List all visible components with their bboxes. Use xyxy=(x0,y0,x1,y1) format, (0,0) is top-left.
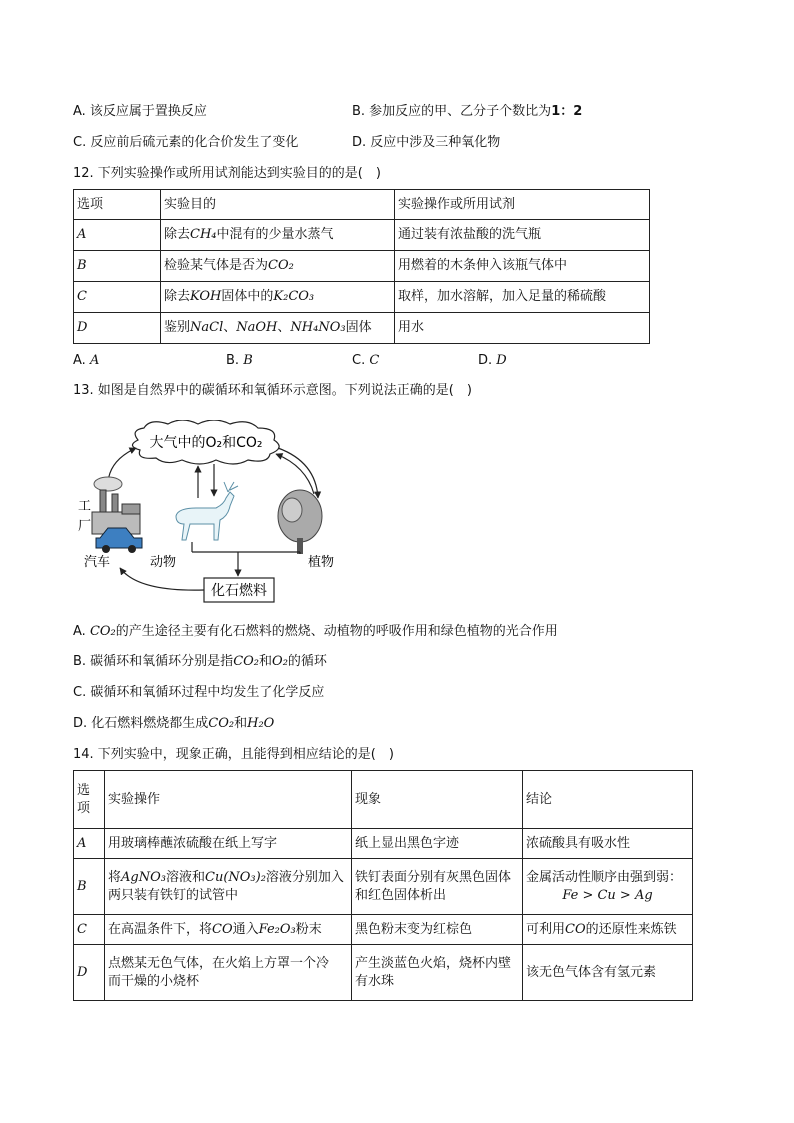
q13-stem: 13. 如图是自然界中的碳循环和氧循环示意图。下列说法正确的是( ) xyxy=(73,383,472,398)
q14-row-a-phenomenon: 纸上显出黑色字迹 xyxy=(352,829,523,859)
q14-header-phenomenon: 现象 xyxy=(352,771,523,829)
car-label: 汽车 xyxy=(84,555,111,570)
plant-label: 植物 xyxy=(308,555,335,570)
q14-row-b-operation: 将AgNO₃溶液和Cu(NO₃)₂溶液分别加入 两只装有铁钉的试管中 xyxy=(105,859,352,915)
tree-icon xyxy=(278,490,322,554)
q13-option-c: C. 碳循环和氧循环过程中均发生了化学反应 xyxy=(73,685,325,700)
q12-row-c-purpose: 除去KOH固体中的K₂CO₃ xyxy=(161,282,395,313)
q12-choice-a: A. A xyxy=(73,353,100,368)
q11-option-c: C. 反应前后硫元素的化合价发生了变化 xyxy=(73,135,299,150)
q14-row-d-conclusion: 该无色气体含有氢元素 xyxy=(523,945,693,1001)
q12-row-d-option: D xyxy=(74,313,161,344)
q12-stem: 12. 下列实验操作或所用试剂能达到实验目的的是( ) xyxy=(73,166,381,181)
q14-header-operation: 实验操作 xyxy=(105,771,352,829)
q12-row-b-operation: 用燃着的木条伸入该瓶气体中 xyxy=(395,251,650,282)
q13-option-d: D. 化石燃料燃烧都生成CO₂和H₂O xyxy=(73,716,275,731)
q14-header-conclusion: 结论 xyxy=(523,771,693,829)
factory-label-1: 工 xyxy=(78,499,92,514)
q14-row-b-conclusion: 金属活动性顺序由强到弱： Fe > Cu > Ag xyxy=(523,859,693,915)
arrow-plant-to-cloud xyxy=(276,454,314,494)
q12-row-d-purpose: 鉴别NaCl、NaOH、NH₄NO₃固体 xyxy=(161,313,395,344)
table-row xyxy=(74,859,693,915)
q12-table xyxy=(73,189,650,344)
q12-choice-c: C. C xyxy=(352,353,380,368)
table-row xyxy=(74,945,693,1001)
cycle-diagram-svg xyxy=(78,420,348,610)
q14-row-b-option: B xyxy=(74,859,105,915)
q11-option-d: D. 反应中涉及三种氧化物 xyxy=(352,135,501,150)
q12-row-b-option: B xyxy=(74,251,161,282)
table-row xyxy=(74,220,650,251)
q12-header-operation: 实验操作或所用试剂 xyxy=(395,190,650,220)
q14-table xyxy=(73,770,693,1001)
carbon-oxygen-cycle-diagram xyxy=(78,420,348,610)
q12-row-b-purpose: 检验某气体是否为CO₂ xyxy=(161,251,395,282)
deer-icon xyxy=(176,482,238,540)
table-row xyxy=(74,251,650,282)
q14-row-a-option: A xyxy=(74,829,105,859)
cloud-label: 大气中的O₂和CO₂ xyxy=(149,435,263,451)
q11-option-b-text: B. 参加反应的甲、乙分子个数比为 xyxy=(352,104,552,119)
q14-row-a-operation: 用玻璃棒蘸浓硫酸在纸上写字 xyxy=(105,829,352,859)
q14-row-d-option: D xyxy=(74,945,105,1001)
q12-row-a-operation: 通过装有浓盐酸的洗气瓶 xyxy=(395,220,650,251)
q14-row-c-conclusion: 可利用CO的还原性来炼铁 xyxy=(523,915,693,945)
q13-option-b: B. 碳循环和氧循环分别是指CO₂和O₂的循环 xyxy=(73,654,327,669)
q12-row-a-option: A xyxy=(74,220,161,251)
q12-row-a-purpose: 除去CH₄中混有的少量水蒸气 xyxy=(161,220,395,251)
q11-option-b xyxy=(352,103,582,121)
table-row xyxy=(74,915,693,945)
q14-row-c-option: C xyxy=(74,915,105,945)
table-row xyxy=(74,282,650,313)
fossil-fuel-label: 化石燃料 xyxy=(211,583,267,599)
q14-row-c-phenomenon: 黑色粉末变为红棕色 xyxy=(352,915,523,945)
q11-option-b-ratio: 1：2 xyxy=(551,104,583,119)
q14-row-c-operation: 在高温条件下，将CO通入Fe₂O₃粉末 xyxy=(105,915,352,945)
q13-option-a: A. CO₂的产生途径主要有化石燃料的燃烧、动植物的呼吸作用和绿色植物的光合作用 xyxy=(73,624,558,639)
q12-row-d-operation: 用水 xyxy=(395,313,650,344)
q14-row-d-operation: 点燃某无色气体，在火焰上方罩一个冷 而干燥的小烧杯 xyxy=(105,945,352,1001)
q14-row-a-conclusion: 浓硫酸具有吸水性 xyxy=(523,829,693,859)
factory-icon xyxy=(92,477,140,534)
table-row xyxy=(74,313,650,344)
q12-row-c-option: C xyxy=(74,282,161,313)
q12-choice-b: B. B xyxy=(226,353,253,368)
animal-label: 动物 xyxy=(150,555,177,570)
arrow-fuel-to-car xyxy=(120,568,204,590)
q12-row-c-operation: 取样，加水溶解，加入足量的稀硫酸 xyxy=(395,282,650,313)
q14-header-option: 选 项 xyxy=(74,771,105,829)
q12-header-purpose: 实验目的 xyxy=(161,190,395,220)
q12-choice-d: D. D xyxy=(478,353,507,368)
q11-option-a: A. 该反应属于置换反应 xyxy=(73,104,207,119)
table-row xyxy=(74,829,693,859)
q14-row-d-phenomenon: 产生淡蓝色火焰，烧杯内壁 有水珠 xyxy=(352,945,523,1001)
q14-row-b-phenomenon: 铁钉表面分别有灰黑色固体 和红色固体析出 xyxy=(352,859,523,915)
factory-label-2: 厂 xyxy=(78,519,92,534)
q14-stem: 14. 下列实验中，现象正确，且能得到相应结论的是( ) xyxy=(73,747,394,762)
q12-header-option: 选项 xyxy=(74,190,161,220)
